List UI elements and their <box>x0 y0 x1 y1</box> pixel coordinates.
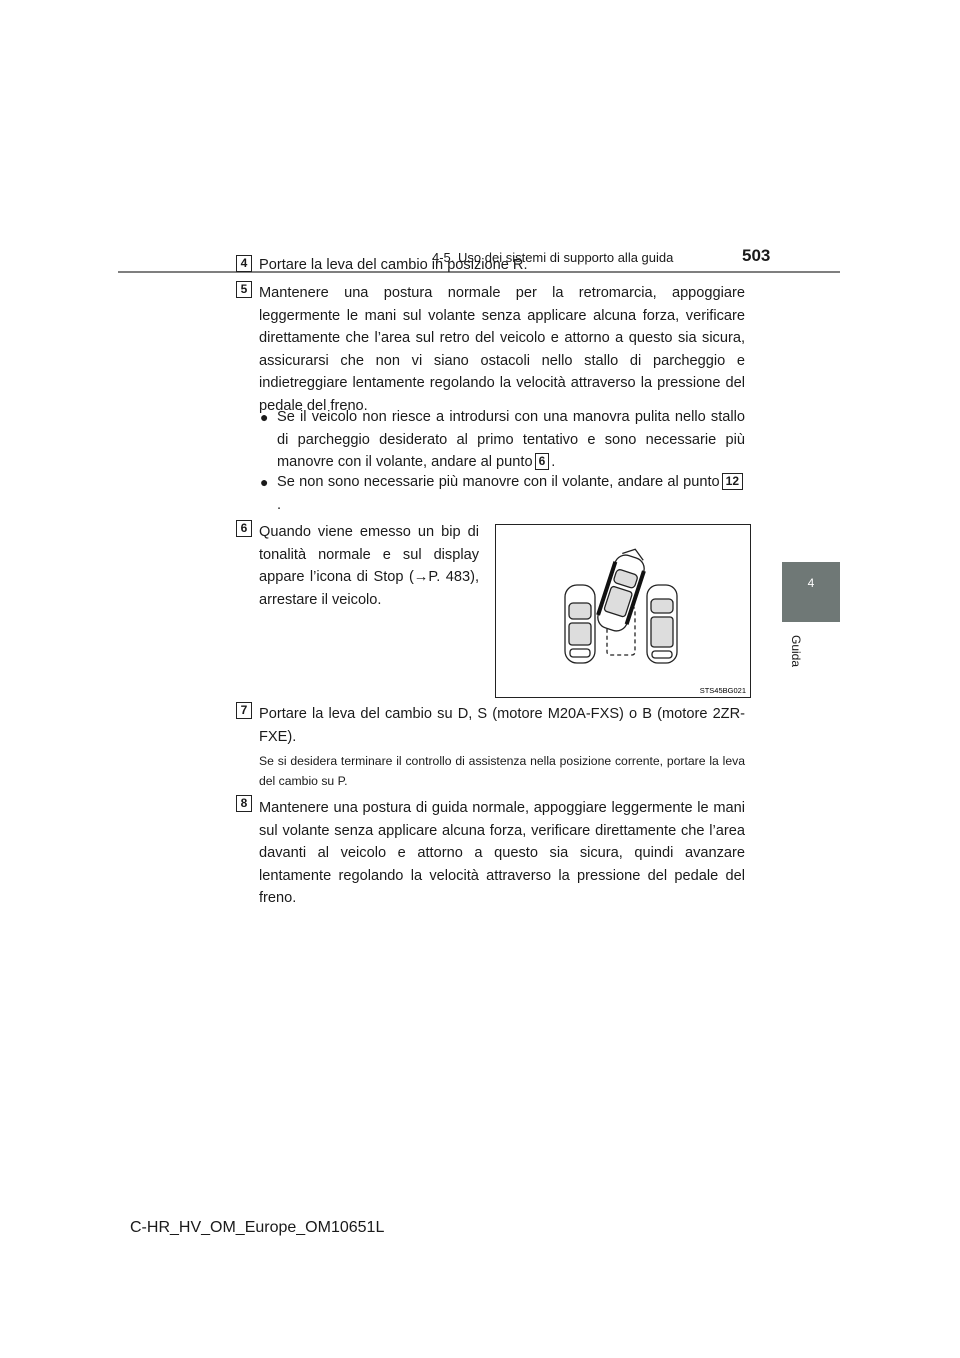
step-6-marker: 6 <box>236 519 252 537</box>
parking-figure <box>495 524 751 698</box>
step-ref-6[interactable]: 6 <box>535 453 550 470</box>
note-text: Se si desidera terminare il controllo di assistenza nella posizione corrente, portare la leva del cambio su P. <box>259 754 745 788</box>
step-8-marker: 8 <box>236 794 252 812</box>
own-vehicle <box>595 545 649 634</box>
step-4-text: Portare la leva del cambio in posizione R. <box>259 257 528 273</box>
step-5-text: Mantenere una postura normale per la retromarcia, appoggiare leggermente le mani sul volante senza applicare alcuna forza, verificare direttamente che l’area sul retro del veicolo e attorno a questo sia sicura, assicurarsi che non vi siano ostacoli nello stallo di parcheggio e indietreggiare lentamente regolando la velocità attraverso la pressione del pedale del freno. <box>259 285 745 414</box>
right-parked-car <box>647 585 677 663</box>
step-4-marker: 4 <box>236 254 252 272</box>
bullet-2-symbol: ● <box>260 474 269 490</box>
figure-code: STS45BG021 <box>699 686 746 695</box>
chapter-label: Guida <box>789 634 803 668</box>
left-parked-car <box>565 585 595 663</box>
section-title: 4-5. Uso dei sistemi di supporto alla guida <box>432 250 674 265</box>
step-7-marker: 7 <box>236 701 252 719</box>
step-7-text: Portare la leva del cambio su D, S (motore M20A-FXS) o B (motore 2ZR-FXE). <box>259 706 745 745</box>
document-code: C-HR_HV_OM_Europe_OM10651L <box>130 1219 385 1236</box>
step-5-marker: 5 <box>236 280 252 298</box>
page-number: 503 <box>742 246 771 265</box>
bullet-2-text: Se non sono necessarie più manovre con il volante, andare al punto 12. <box>277 471 745 516</box>
step-ref-12[interactable]: 12 <box>722 473 743 490</box>
step-8-text: Mantenere una postura di guida normale, appoggiare leggermente le mani sul volante senza applicare alcuna forza, verificare direttamente che l’area davanti al veicolo e attorno a questo sia sicura, quindi avanzare lentamente regolando la velocità attraverso la pressione del pedale del freno. <box>259 800 745 906</box>
bullet-1-text: Se il veicolo non riesce a introdursi con una manovra pulita nello stallo di parcheggio desiderato al primo tentativo e sono necessarie più manovre con il volante, andare al punto 6 . <box>277 409 745 470</box>
chapter-number: 4 <box>807 576 815 590</box>
parking-illustration <box>496 525 750 697</box>
step-6-text: Quando viene emesso un bip di tonalità normale e sul display appare l’icona di Stop (→P. 483), arrestare il veicolo. <box>259 524 479 608</box>
bullet-1-symbol: ● <box>260 409 269 425</box>
